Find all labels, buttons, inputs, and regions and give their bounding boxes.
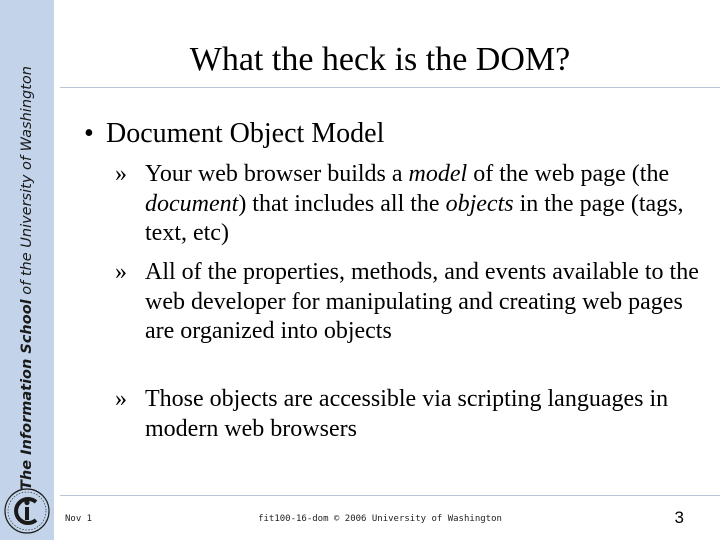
sub-bullet-marker: » — [115, 161, 127, 187]
main-bullet-text: Document Object Model — [106, 118, 385, 149]
sub1-italic-document: document — [145, 190, 239, 217]
sub-bullet-1 — [115, 160, 705, 249]
page-number: 3 — [674, 508, 684, 527]
slide-title: What the heck is the DOM? — [189, 41, 571, 78]
sub1-text-part: in the page (tags, text, etc) — [145, 190, 684, 246]
sidebar-university: University — [19, 174, 35, 248]
sub-bullet-3-text: Those objects are accessible via scripting languages in modern web browsers — [145, 386, 669, 442]
sub-bullet-marker: » — [115, 259, 127, 285]
sidebar-washington: Washington — [19, 66, 35, 152]
main-bullet — [84, 117, 384, 151]
sub1-italic-model: model — [408, 161, 468, 187]
sub1-text-part: Your web browser builds a — [145, 161, 409, 187]
sub1-text-part: ) that includes all the — [238, 190, 446, 217]
footer-date: Nov 1 — [65, 514, 93, 524]
sub-bullet-2 — [115, 258, 705, 347]
sub1-italic-objects: objects — [445, 190, 514, 217]
sub-bullet-1-text — [115, 160, 705, 249]
sidebar-of-the: of the — [19, 252, 35, 295]
title-divider — [60, 87, 720, 88]
sub-bullet-marker: » — [115, 386, 127, 412]
bullet-icon: • — [84, 118, 94, 149]
sidebar-school-name: The Information School — [19, 299, 35, 490]
sidebar-of: of — [19, 155, 35, 170]
information-school-logo-icon — [3, 487, 51, 535]
sub-bullet-3 — [115, 385, 705, 444]
sub-bullet-2-text: All of the properties, methods, and events available to the web developer for manipulating and creating web pages are organized into objects — [145, 259, 699, 344]
sub1-text-part: of the web page (the — [467, 161, 670, 187]
sidebar-caption — [19, 66, 35, 490]
footer-copyright: fit100-16-dom © 2006 University of Washington — [258, 514, 502, 524]
sidebar — [0, 0, 54, 540]
footer-divider — [60, 495, 720, 496]
